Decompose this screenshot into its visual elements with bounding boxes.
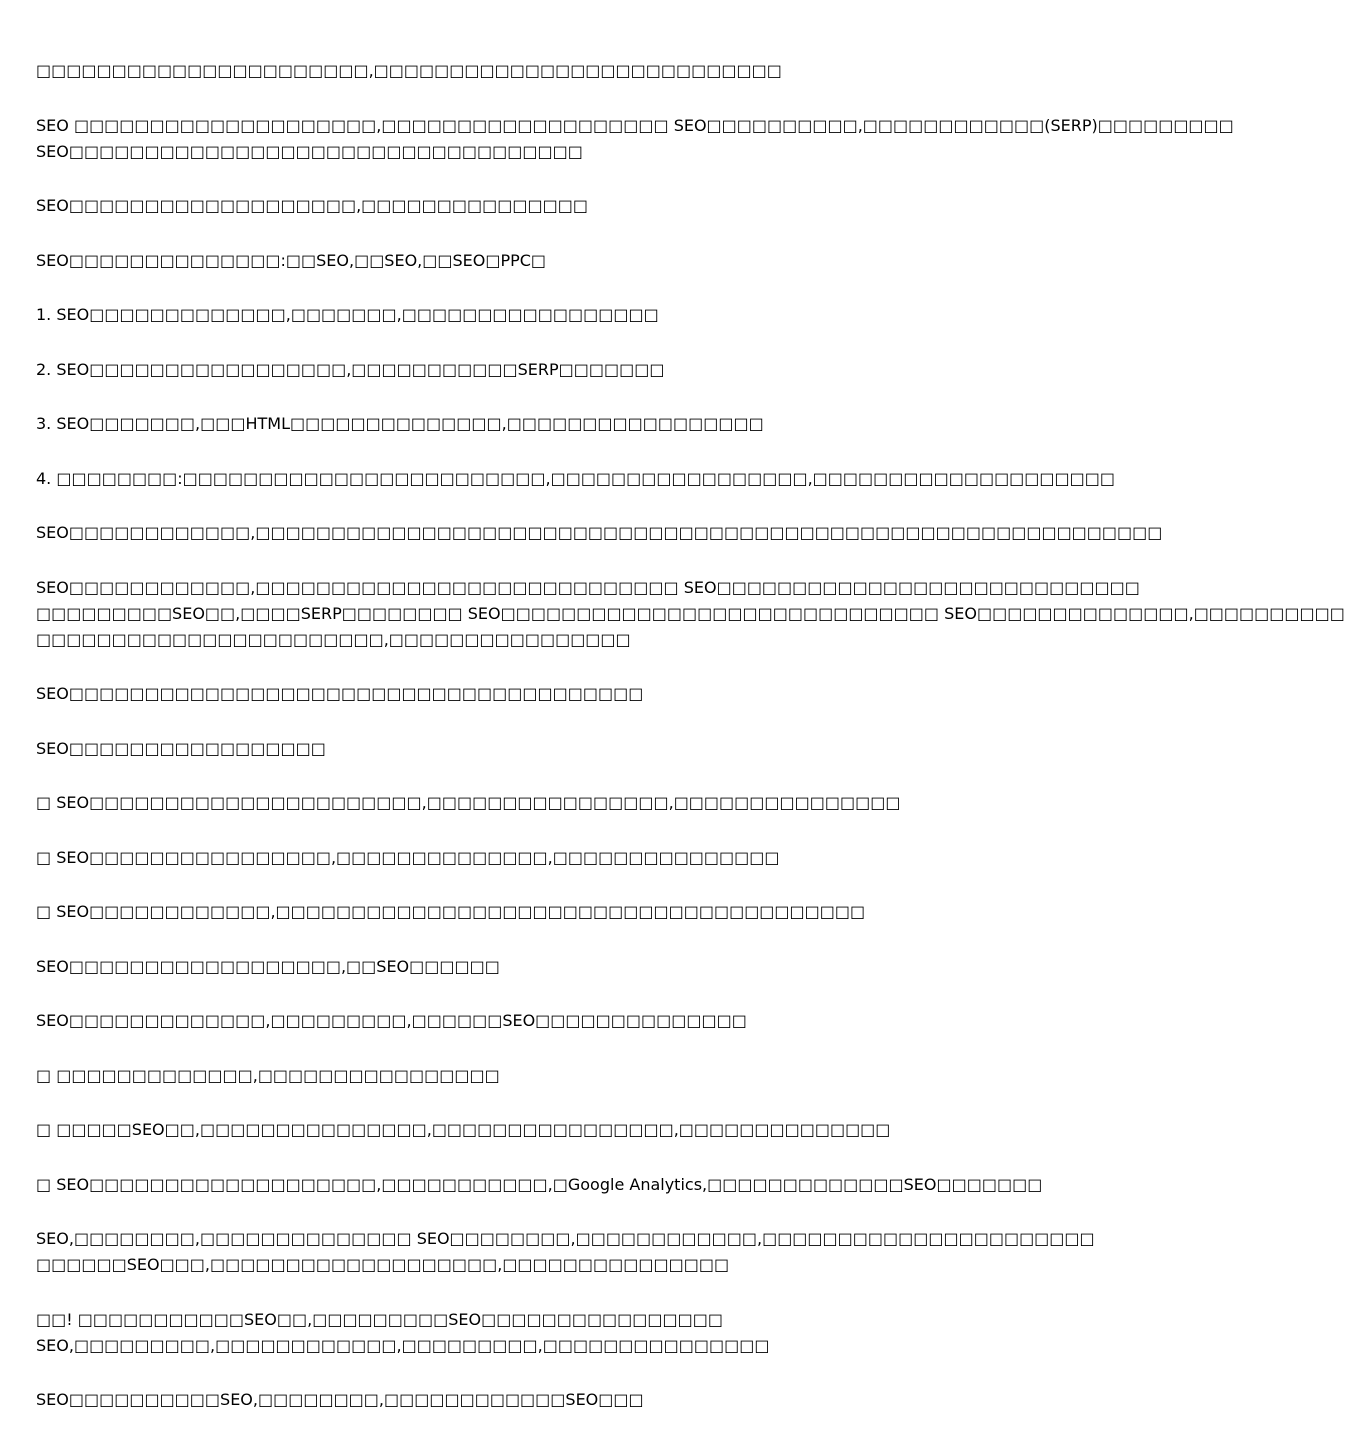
paragraph-line: SEO□□□□□□□□□□SEO,□□□□□□□□,□□□□□□□□□□□□SEO□□□ bbox=[36, 1390, 644, 1409]
document-paragraph bbox=[36, 681, 996, 707]
document-paragraph bbox=[36, 1226, 1095, 1278]
document-paragraph bbox=[36, 411, 996, 437]
document-paragraph bbox=[36, 1008, 996, 1034]
document-paragraph bbox=[36, 1063, 996, 1089]
paragraph-line: SEO□□□□□□□□□□□□,□□□□□□□□□□□□□□□□□□□□□□□□□□□□□□□□□□□□□□□□□□□□□□□□□□□□□□□□□□□□ bbox=[36, 523, 1163, 542]
paragraph-line: SEO□□□□□□□□□□□□□□□□□□,□□SEO□□□□□□ bbox=[36, 956, 500, 976]
paragraph-line: 1. SEO□□□□□□□□□□□□□,□□□□□□□,□□□□□□□□□□□□□□□□□ bbox=[36, 305, 659, 324]
paragraph-line: □ □□□□□SEO□□,□□□□□□□□□□□□□□□,□□□□□□□□□□□□□□□□,□□□□□□□□□□□□□□ bbox=[36, 1120, 891, 1139]
paragraph-line: □ SEO□□□□□□□□□□□□□□□□□□□,□□□□□□□□□□□,□Google Analytics,□□□□□□□□□□□□□SEO□□□□□□□ bbox=[36, 1174, 1043, 1194]
document-paragraph bbox=[36, 248, 996, 274]
document-paragraph bbox=[36, 1117, 996, 1143]
paragraph-line: SEO□□□□□□□□□□□□□□□□□□□□□□□□□□□□□□□□□□ bbox=[36, 141, 583, 161]
document-paragraph bbox=[36, 899, 996, 925]
paragraph-line: □ □□□□□□□□□□□□□,□□□□□□□□□□□□□□□□ bbox=[36, 1065, 500, 1085]
paragraph-line: SEO □□□□□□□□□□□□□□□□□□□□,□□□□□□□□□□□□□□□□□□□ SEO□□□□□□□□□□,□□□□□□□□□□□□(SERP)□□□□□□□□□ bbox=[36, 115, 1234, 135]
paragraph-line: 4. □□□□□□□□:□□□□□□□□□□□□□□□□□□□□□□□□,□□□□□□□□□□□□□□□□□,□□□□□□□□□□□□□□□□□□□□ bbox=[36, 468, 1115, 488]
document-paragraph bbox=[36, 954, 996, 980]
document-paragraph bbox=[36, 575, 1345, 653]
document-paragraph bbox=[36, 113, 1234, 165]
paragraph-line: □□□□□□SEO□□□,□□□□□□□□□□□□□□□□□□□,□□□□□□□□□□□□□□□ bbox=[36, 1255, 730, 1274]
document-paragraph bbox=[36, 302, 996, 328]
paragraph-line: □ SEO□□□□□□□□□□□□,□□□□□□□□□□□□□□□□□□□□□□□□□□□□□□□□□□□□□□□ bbox=[36, 902, 866, 921]
paragraph-line: □□□□□□□□□□□□□□□□□□□□□□□,□□□□□□□□□□□□□□□□ bbox=[36, 629, 631, 649]
paragraph-line: SEO,□□□□□□□□□,□□□□□□□□□□□□,□□□□□□□□□,□□□□□□□□□□□□□□□ bbox=[36, 1335, 770, 1355]
paragraph-line: □□! □□□□□□□□□□□SEO□□,□□□□□□□□□SEO□□□□□□□□□□□□□□□□ bbox=[36, 1309, 723, 1329]
paragraph-line: SEO□□□□□□□□□□□□□□□□□□□,□□□□□□□□□□□□□□□ bbox=[36, 196, 588, 215]
paragraph-line: □ SEO□□□□□□□□□□□□□□□□,□□□□□□□□□□□□□□,□□□□□□□□□□□□□□□ bbox=[36, 847, 780, 867]
paragraph-line: SEO□□□□□□□□□□□□□□:□□SEO,□□SEO,□□SEO□PPC□ bbox=[36, 250, 547, 270]
paragraph-line: 2. SEO□□□□□□□□□□□□□□□□□,□□□□□□□□□□□SERP□□□□□□□ bbox=[36, 359, 665, 379]
document-paragraph bbox=[36, 466, 1115, 492]
document-paragraph bbox=[36, 790, 996, 816]
paragraph-line: □□□□□□□□□□□□□□□□□□□□□□,□□□□□□□□□□□□□□□□□□□□□□□□□□□ bbox=[36, 61, 782, 80]
document-paragraph bbox=[36, 357, 996, 383]
document-paragraph bbox=[36, 845, 996, 871]
paragraph-line: □ SEO□□□□□□□□□□□□□□□□□□□□□□,□□□□□□□□□□□□□□□□,□□□□□□□□□□□□□□□ bbox=[36, 793, 901, 812]
document-paragraph bbox=[36, 58, 996, 84]
paragraph-line: SEO□□□□□□□□□□□□□,□□□□□□□□□,□□□□□□SEO□□□□□□□□□□□□□□ bbox=[36, 1011, 747, 1030]
document-paragraph bbox=[36, 1307, 996, 1359]
document-paragraph bbox=[36, 1387, 996, 1413]
paragraph-line: □□□□□□□□□SEO□□,□□□□SERP□□□□□□□□ SEO□□□□□□□□□□□□□□□□□□□□□□□□□□□□□ SEO□□□□□□□□□□□□□□,□□□□□□□□□□ bbox=[36, 603, 1345, 623]
paragraph-line: SEO□□□□□□□□□□□□□□□□□ bbox=[36, 738, 326, 758]
paragraph-line: SEO□□□□□□□□□□□□□□□□□□□□□□□□□□□□□□□□□□□□□□ bbox=[36, 684, 644, 703]
document-paragraph bbox=[36, 736, 996, 762]
paragraph-line: SEO□□□□□□□□□□□□,□□□□□□□□□□□□□□□□□□□□□□□□□□□□ SEO□□□□□□□□□□□□□□□□□□□□□□□□□□□□ bbox=[36, 577, 1140, 597]
paragraph-line: SEO,□□□□□□□□,□□□□□□□□□□□□□□ SEO□□□□□□□□,□□□□□□□□□□□□,□□□□□□□□□□□□□□□□□□□□□□ bbox=[36, 1229, 1095, 1248]
document-page bbox=[36, 58, 1345, 1442]
paragraph-line: 3. SEO□□□□□□□,□□□HTML□□□□□□□□□□□□□□,□□□□□□□□□□□□□□□□□ bbox=[36, 414, 764, 433]
document-paragraph bbox=[36, 193, 996, 219]
document-paragraph bbox=[36, 520, 1163, 546]
document-paragraph bbox=[36, 1172, 1043, 1198]
